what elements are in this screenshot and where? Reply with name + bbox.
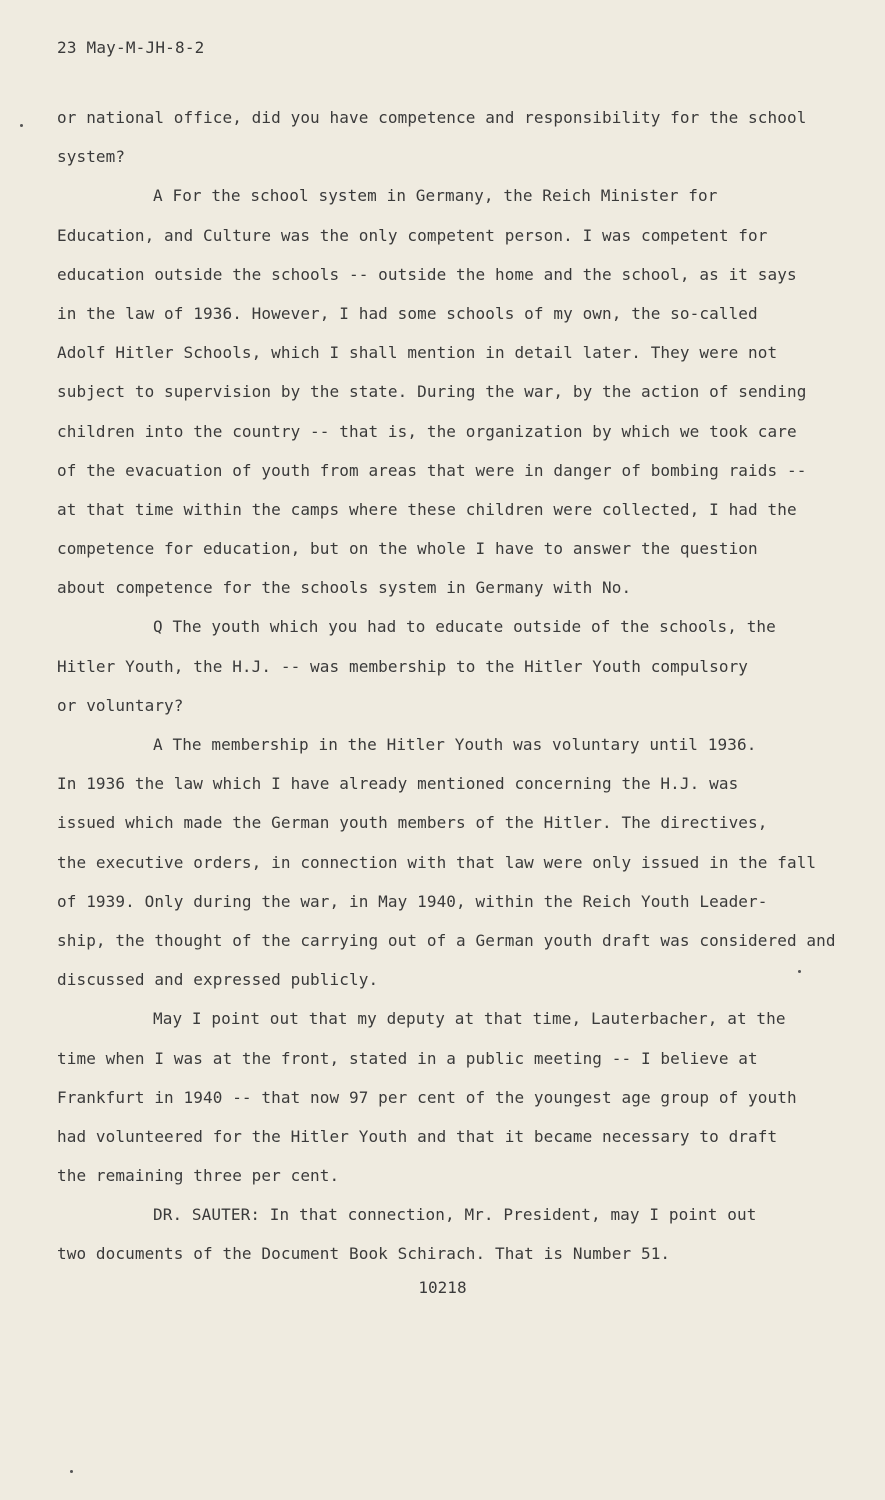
text-line: about competence for the schools system in Germany with No.	[57, 578, 632, 598]
text-line: A For the school system in Germany, the Reich Minister for	[153, 186, 718, 206]
text-line: competence for education, but on the whole I have to answer the question	[57, 539, 758, 559]
text-line: Frankfurt in 1940 -- that now 97 per cent of the youngest age group of youth	[57, 1087, 797, 1107]
text-line: children into the country -- that is, the organization by which we took care	[57, 421, 797, 441]
text-line: Q The youth which you had to educate outside of the schools, the	[153, 617, 776, 637]
text-line: or voluntary?	[57, 695, 184, 715]
page-number: 10218	[418, 1278, 467, 1297]
margin-mark	[20, 124, 23, 127]
text-line: discussed and expressed publicly.	[57, 970, 379, 990]
text-line: issued which made the German youth members of the Hitler. The directives,	[57, 813, 768, 833]
text-line: two documents of the Document Book Schirach. That is Number 51.	[57, 1244, 671, 1264]
text-line: at that time within the camps where these children were collected, I had the	[57, 499, 797, 519]
document-body	[57, 98, 837, 1274]
text-line: in the law of 1936. However, I had some schools of my own, the so-called	[57, 303, 758, 323]
margin-mark	[70, 1470, 73, 1473]
text-line: had volunteered for the Hitler Youth and that it became necessary to draft	[57, 1126, 778, 1146]
text-line: ship, the thought of the carrying out of a German youth draft was considered and	[57, 930, 836, 950]
text-line: time when I was at the front, stated in a public meeting -- I believe at	[57, 1048, 758, 1068]
text-line: Education, and Culture was the only competent person. I was competent for	[57, 225, 768, 245]
text-line: Hitler Youth, the H.J. -- was membership to the Hitler Youth compulsory	[57, 656, 749, 676]
text-line: In 1936 the law which I have already mentioned concerning the H.J. was	[57, 774, 739, 794]
text-line: education outside the schools -- outside the home and the school, as it says	[57, 264, 797, 284]
page-header: 23 May-M-JH-8-2	[57, 38, 205, 57]
text-line: Adolf Hitler Schools, which I shall mention in detail later. They were not	[57, 343, 778, 363]
text-line: of the evacuation of youth from areas that were in danger of bombing raids --	[57, 460, 807, 480]
text-line: system?	[57, 147, 126, 167]
text-line: of 1939. Only during the war, in May 1940, within the Reich Youth Leader-	[57, 891, 768, 911]
margin-mark	[798, 970, 801, 973]
text-line: May I point out that my deputy at that time, Lauterbacher, at the	[153, 1009, 786, 1029]
text-line: DR. SAUTER: In that connection, Mr. President, may I point out	[153, 1205, 757, 1225]
text-line: or national office, did you have competence and responsibility for the school	[57, 108, 807, 127]
text-line: the remaining three per cent.	[57, 1166, 340, 1186]
text-line: the executive orders, in connection with that law were only issued in the fall	[57, 852, 817, 872]
text-line: A The membership in the Hitler Youth was voluntary until 1936.	[153, 735, 757, 754]
text-line: subject to supervision by the state. During the war, by the action of sending	[57, 382, 807, 402]
